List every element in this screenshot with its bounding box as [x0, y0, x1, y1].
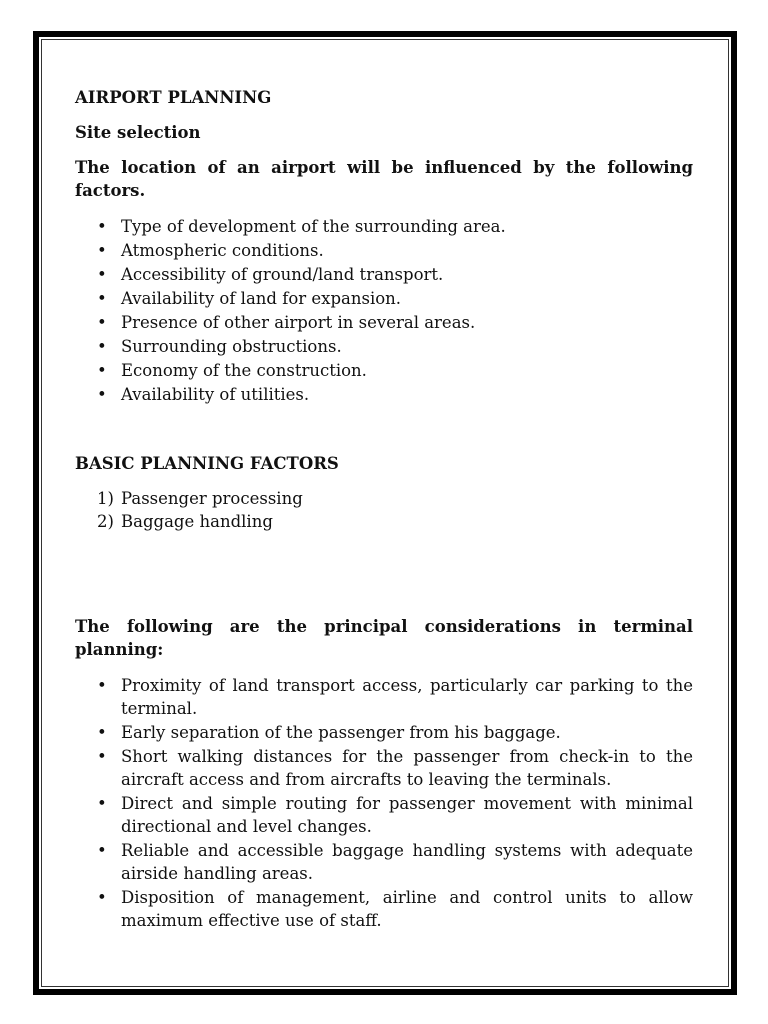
list-item: • Short walking distances for the passenger from check-in to the aircraft access and from aircrafts to leaving the terminals. [75, 745, 693, 791]
site-factors-list [75, 215, 693, 406]
basic-factors-list [75, 487, 693, 533]
intro-paragraph: The location of an airport will be influenced by the following factors. [75, 158, 693, 200]
list-item: • Availability of land for expansion. [75, 287, 693, 310]
list-item: • Accessibility of ground/land transport. [75, 263, 693, 286]
list-item-text: Baggage handling [121, 512, 273, 531]
section-heading-terminal-planning: The following are the principal considerations in terminal planning: [75, 617, 693, 659]
list-item-text: Passenger processing [121, 489, 303, 508]
list-item: • Presence of other airport in several areas. [75, 311, 693, 334]
list-item [75, 510, 693, 533]
list-number: 1) [97, 489, 114, 508]
list-item: • Surrounding obstructions. [75, 335, 693, 358]
list-item: • Reliable and accessible baggage handling systems with adequate airside handling areas. [75, 839, 693, 885]
document-title: AIRPORT PLANNING [75, 88, 272, 107]
list-number: 2) [97, 512, 114, 531]
list-item: • Atmospheric conditions. [75, 239, 693, 262]
document-body [75, 86, 693, 933]
list-item: • Proximity of land transport access, particularly car parking to the terminal. [75, 674, 693, 720]
list-item: • Economy of the construction. [75, 359, 693, 382]
terminal-considerations-list [75, 674, 693, 932]
list-item: • Disposition of management, airline and control units to allow maximum effective use of staff. [75, 886, 693, 932]
list-item: • Early separation of the passenger from his baggage. [75, 721, 693, 744]
section-heading-site-selection: Site selection [75, 123, 201, 142]
list-item: • Direct and simple routing for passenger movement with minimal directional and level changes. [75, 792, 693, 838]
list-item [75, 487, 693, 510]
list-item: • Type of development of the surrounding area. [75, 215, 693, 238]
section-heading-basic-planning: BASIC PLANNING FACTORS [75, 454, 339, 473]
list-item: • Availability of utilities. [75, 383, 693, 406]
